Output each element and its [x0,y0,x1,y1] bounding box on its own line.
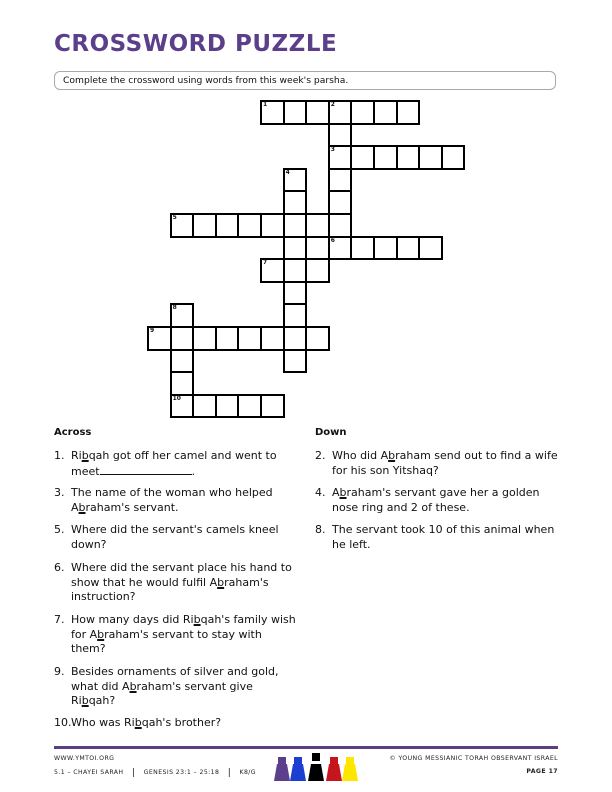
grid-cell[interactable] [350,236,375,261]
grid-cell[interactable] [305,100,330,125]
grid-cell[interactable] [147,326,172,351]
grid-cell[interactable] [192,326,217,351]
clue-item [54,486,299,515]
grid-cell[interactable] [305,236,330,261]
clue-item [54,665,299,709]
grid-cell[interactable] [260,100,285,125]
grid-cell[interactable] [328,168,353,193]
clue-text: Who did Abraham send out to find a wife for his son Yitshaq? [332,449,558,477]
grid-cell[interactable] [305,326,330,351]
grid-cell[interactable] [305,213,330,238]
footer-reference: GENESIS 23:1 – 25:18 [143,769,220,776]
clue-number: 4. [315,486,326,499]
grid-cell[interactable] [418,236,443,261]
clue-number: 8. [315,523,326,536]
clue-number: 9 [150,327,155,334]
grid-cell[interactable] [192,394,217,419]
grid-cell[interactable] [215,394,240,419]
grid-cell[interactable] [328,145,353,170]
clue-item [54,561,299,605]
grid-cell[interactable] [237,213,262,238]
clue-item [315,486,560,515]
clue-number: 2 [330,101,335,108]
clue-item [54,716,299,731]
answer-blank [100,464,192,475]
grid-cell[interactable] [237,326,262,351]
clue-item [315,449,560,478]
clue-number: 9. [54,665,65,678]
grid-cell[interactable] [283,100,308,125]
clue-number: 1 [263,101,268,108]
instruction-text: Complete the crossword using words from this week's parsha. [63,75,349,86]
footer-rule [54,746,558,749]
grid-cell[interactable] [283,190,308,215]
grid-cell[interactable] [283,236,308,261]
grid-cell[interactable] [283,303,308,328]
clue-number: 7. [54,613,65,626]
grid-cell[interactable] [396,100,421,125]
grid-cell[interactable] [328,123,353,148]
grid-cell[interactable] [283,168,308,193]
down-heading: Down [315,427,347,438]
clue-number: 7 [263,259,268,267]
grid-cell[interactable] [328,236,353,261]
across-heading: Across [54,427,92,438]
footer-level: K8/G [239,769,256,776]
grid-cell[interactable] [441,145,466,170]
grid-cell[interactable] [328,213,353,238]
page-number: PAGE 17 [526,768,558,775]
footer-lesson-info: 5.1 – CHAYEI SARAH | GENESIS 23:1 – 25:18 | K8/G [54,768,256,778]
clue-item [54,449,299,479]
footer-lesson: 5.1 – CHAYEI SARAH [54,769,124,776]
grid-cell[interactable] [396,145,421,170]
clue-text: Ribqah got off her camel and went to meet . [71,449,277,478]
clue-number: 8 [172,304,177,312]
grid-cell[interactable] [170,303,195,328]
clue-item [54,613,299,657]
clue-text: Where did the servant place his hand to show that he would fulfil Abraham's instruction? [71,561,292,603]
footer-copyright: © YOUNG MESSIANIC TORAH OBSERVANT ISRAEL [389,755,558,762]
clue-number: 2. [315,449,326,462]
grid-cell[interactable] [215,213,240,238]
grid-cell[interactable] [350,100,375,125]
clue-number: 10. [54,716,72,729]
footer-website[interactable]: WWW.YMTOI.ORG [54,755,115,762]
grid-cell[interactable] [418,145,443,170]
grid-cell[interactable] [260,213,285,238]
instruction-box [54,71,556,90]
clue-number: 6 [330,236,335,244]
grid-cell[interactable] [260,326,285,351]
grid-cell[interactable] [283,258,308,283]
clue-number: 5 [172,214,177,221]
clue-number: 3 [330,146,335,154]
grid-cell[interactable] [350,145,375,170]
grid-cell[interactable] [237,394,262,419]
grid-cell[interactable] [305,258,330,283]
grid-cell[interactable] [170,349,195,374]
grid-cell[interactable] [283,326,308,351]
grid-cell[interactable] [260,394,285,419]
grid-cell[interactable] [373,145,398,170]
clue-item [315,523,560,552]
clue-text: Who was Ribqah's brother? [71,716,222,729]
grid-cell[interactable] [373,236,398,261]
clue-item [54,523,299,552]
grid-cell[interactable] [260,258,285,283]
grid-cell[interactable] [283,349,308,374]
clue-number: 1. [54,449,65,462]
clue-number: 5. [54,523,65,536]
clue-number: 4 [285,168,290,176]
clue-text: How many days did Ribqah's family wish for Abraham's servant to stay with them? [71,613,296,655]
clue-text: The name of the woman who helped Abraham's servant. [71,486,273,514]
grid-cell[interactable] [283,281,308,306]
grid-cell[interactable] [328,190,353,215]
grid-cell[interactable] [170,326,195,351]
ymtoi-logo-icon [270,751,360,783]
grid-cell[interactable] [328,100,353,125]
grid-cell[interactable] [170,394,195,419]
grid-cell[interactable] [170,213,195,238]
clue-text: Where did the servant's camels kneel down? [71,523,279,551]
clue-text: Abraham's servant gave her a golden nose ring and 2 of these. [332,486,540,514]
page-title: CROSSWORD PUZZLE [54,31,338,57]
clue-number: 6. [54,561,65,574]
grid-cell[interactable] [373,100,398,125]
clue-text: Besides ornaments of silver and gold, what did Abraham's servant give Ribqah? [71,665,279,707]
grid-cell[interactable] [215,326,240,351]
clue-number: 10 [172,394,181,402]
grid-cell[interactable] [170,371,195,396]
grid-cell[interactable] [192,213,217,238]
grid-cell[interactable] [396,236,421,261]
clue-text: The servant took 10 of this animal when he left. [332,523,555,551]
grid-cell[interactable] [283,213,308,238]
clue-number: 3. [54,486,65,499]
